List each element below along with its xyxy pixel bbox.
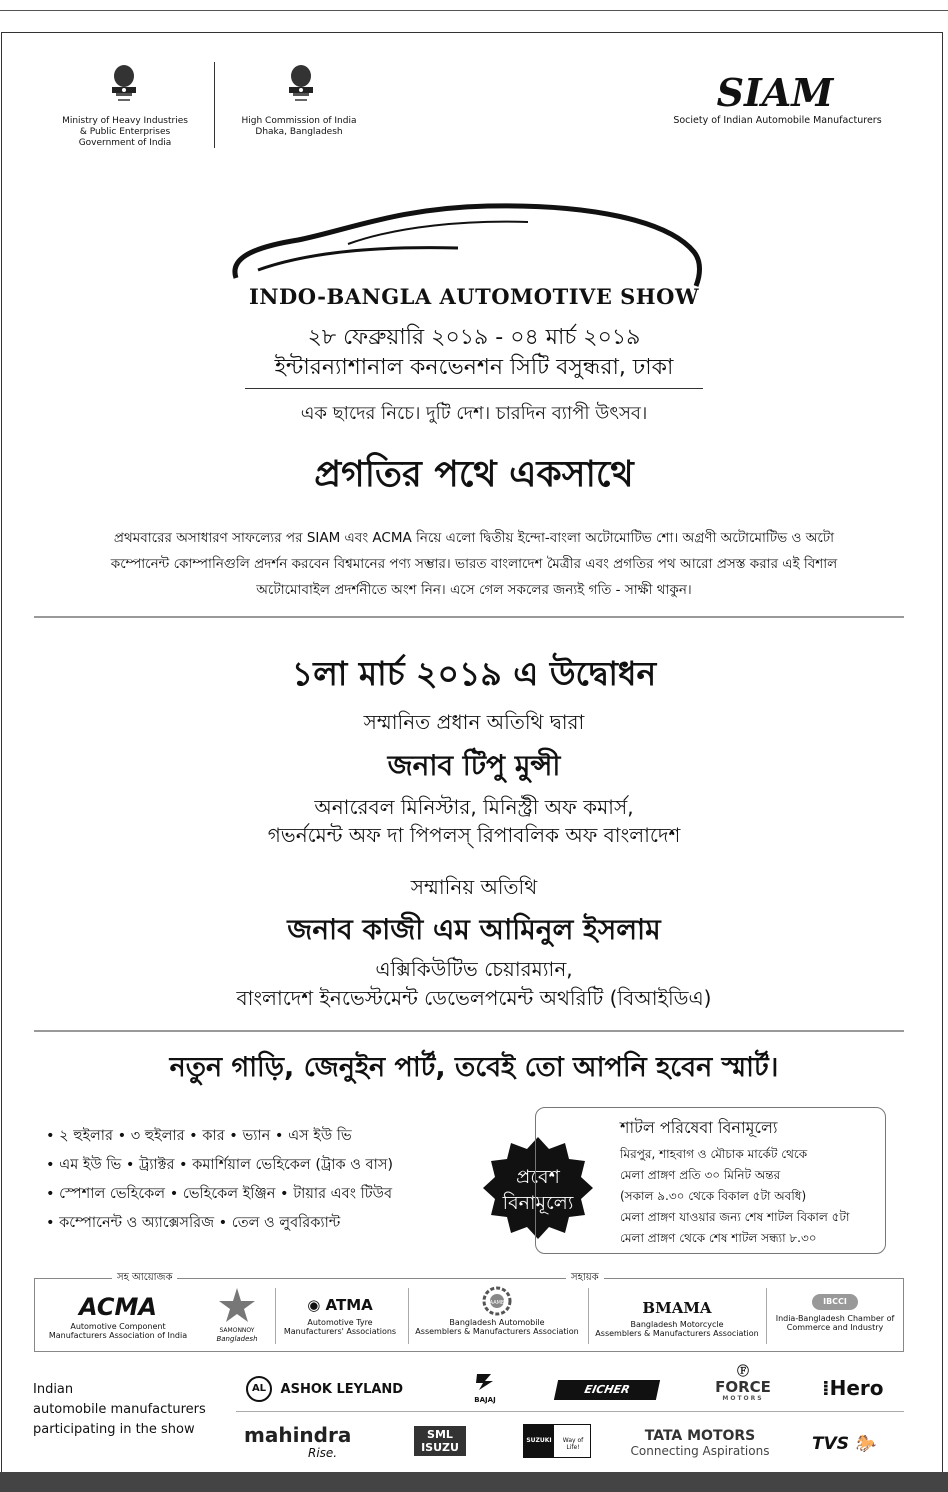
chief-guest-title: গভর্নমেন্ট অফ দা পিপলস্ রিপাবলিক অফ বাংলাদেশ <box>267 823 681 847</box>
sml-isuzu-logo: SML ISUZU <box>414 1426 466 1456</box>
partner-divider <box>588 1288 589 1344</box>
ashok-leyland-logo: AL ASHOK LEYLAND <box>246 1376 426 1402</box>
svg-text:BAAMBA: BAAMBA <box>486 1300 508 1306</box>
shuttle-heading: শাটল পরিষেবা বিনামূল্যে <box>620 1118 778 1137</box>
star-icon <box>217 1286 257 1324</box>
inauguration-heading: ১লা মার্চ ২০১৯ এ উদ্বোধন <box>291 654 657 693</box>
tagline: এক ছাদের নিচে। দুটি দেশ। চারদিন ব্যাপী উৎসব। <box>300 403 648 424</box>
co-organiser-label: সহ আয়োজক <box>112 1270 177 1287</box>
product-list <box>46 1122 486 1238</box>
suzuki-logo: SUZUKI Way of Life! <box>523 1424 591 1458</box>
force-logo: Ⓕ FORCE MOTORS <box>706 1362 780 1402</box>
event-venue: ইন্টারন্যাশানাল কনভেনশন সিটি বসুন্ধরা, ঢাকা <box>274 355 674 380</box>
special-guest-name: জনাব কাজী এম আমিনুল ইসলাম <box>287 913 661 946</box>
chief-guest-title: অনারেবল মিনিস্টার, মিনিস্ট্রী অফ কমার্স, <box>314 795 634 819</box>
special-guest-title: বাংলাদেশ ইনভেস্টমেন্ট ডেভেলপমেন্ট অথরিটি (বিআইডিএ) <box>236 986 712 1010</box>
mahindra-logo: mahindra Rise. <box>244 1423 352 1460</box>
eicher-logo: EICHER <box>556 1380 658 1400</box>
ibcci-logo: IBCCI India-Bangladesh Chamber of Commerce and Industry <box>772 1282 898 1348</box>
hero-icon: ⁞ <box>822 1376 830 1400</box>
acma-logo: ACMA Automotive Component Manufacturers Association of India <box>48 1293 188 1340</box>
partner-divider <box>766 1288 767 1344</box>
hero-logo: ⁞Hero <box>822 1376 884 1400</box>
partner-divider <box>275 1288 276 1344</box>
car-silhouette-icon <box>228 200 708 290</box>
special-guest-label: সম্মানিয় অতিথি <box>410 875 538 899</box>
horse-icon: 🐎 <box>854 1434 877 1454</box>
samonnoy-logo: SAMONNOY Bangladesh <box>204 1282 270 1348</box>
bajaj-icon <box>473 1370 497 1394</box>
intro-paragraph: প্রথমবারের অসাধারণ সাফল্যের পর SIAM এবং ACMA নিয়ে এলো দ্বিতীয় ইন্দো-বাংলা অটোমোটিভ শো। অগ্রণী অটোমোটিভ ও অটো কম্পোনেন্ট কোম্পানিগুলি প্রদর্শন করবেন বিশ্বমানের পণ্য সম্ভার। ভারত বাংলাদেশ মৈত্রীর এবং প্রগতির পথ আরো প্রসস্ত করার এই বিশাল অটোমোবাইল প্রদর্শনীতে অংশ নিন। এসে গেল সকলের জন্যই গতি - সাক্ষী থাকুন। <box>110 530 838 598</box>
tvs-logo: TVS 🐎 <box>812 1434 877 1454</box>
venue-underline <box>245 388 703 389</box>
ashoka-emblem-icon <box>284 62 318 106</box>
baamba-logo: BAAMBA Bangladesh Automobile Assemblers & Manufacturers Association <box>414 1282 580 1348</box>
top-rule <box>0 10 948 11</box>
chief-guest-label: সম্মানিত প্রধান অতিথি দ্বারা <box>363 710 585 734</box>
bottom-bar <box>0 1472 948 1492</box>
tata-motors-logo: TATA MOTORS Connecting Aspirations <box>630 1428 770 1458</box>
list-item: • ২ হুইলার • ৩ হুইলার • কার • ভ্যান • এস ইউ ভি <box>46 1128 352 1144</box>
list-item: • এম ইউ ভি • ট্র্যাক্টর • কমার্শিয়াল ভেহিকেল (ট্রাক ও বাস) <box>46 1157 394 1173</box>
ashoka-emblem-icon <box>107 62 141 106</box>
chief-guest-name: জনাব টিপু মুন্সী <box>387 749 561 782</box>
special-guest-title: এক্সিকিউটিভ চেয়ারম্যান, <box>375 957 573 981</box>
atma-logo: ◉ ATMA Automotive Tyre Manufacturers' Associations <box>283 1296 397 1336</box>
brand-divider <box>236 1411 904 1412</box>
high-commission-label: High Commission of India Dhaka, Bangladesh <box>241 116 357 137</box>
show-title: INDO-BANGLA AUTOMOTIVE SHOW <box>248 284 700 309</box>
partner-divider <box>408 1288 409 1344</box>
siam-logo: SIAM <box>716 70 834 115</box>
shuttle-details: মিরপুর, শাহবাগ ও মৌচাক মার্কেট থেকে মেলা প্রাঙ্গণ প্রতি ৩০ মিনিট অন্তর (সকাল ৯.৩০ থেকে বিকাল ৫টা অবধি) মেলা প্রাঙ্গণ যাওয়ার জন্য শেষ শাটল বিকাল ৫টা মেলা প্রাঙ্গণ থেকে শেষ শাটল সন্ধ্যা ৮.৩০ <box>620 1147 850 1245</box>
bmama-logo: BMAMA Bangladesh Motorcycle Assemblers & Manufacturers Association <box>595 1299 759 1338</box>
badge-text: প্রবেশ <box>516 1166 560 1188</box>
list-item: • স্পেশাল ভেহিকেল • ভেহিকেল ইঞ্জিন • টায়ার এবং টিউব <box>46 1186 393 1202</box>
divider <box>34 616 904 618</box>
list-item: • কম্পোনেন্ট ও অ্যাক্সেসরিজ • তেল ও লুবরিক্যান্ট <box>46 1215 341 1231</box>
siam-subtitle: Society of Indian Automobile Manufacturers <box>673 115 882 126</box>
force-icon: Ⓕ <box>736 1364 749 1378</box>
bajaj-logo: BAJAJ <box>462 1370 508 1404</box>
tyre-icon: ◉ <box>307 1296 321 1314</box>
divider <box>34 1030 904 1032</box>
slogan: নতুন গাড়ি, জেনুইন পার্ট, তবেই তো আপনি হবেন স্মার্ট। <box>169 1052 779 1083</box>
gear-icon <box>482 1286 512 1316</box>
event-date: ২৮ ফেব্রুয়ারি ২০১৯ - ০৪ মার্চ ২০১৯ <box>307 325 641 350</box>
ministry-label: Ministry of Heavy Industries & Public Enterprises Government of India <box>62 116 188 148</box>
ashok-leyland-icon: AL <box>246 1376 272 1402</box>
header-divider <box>214 62 215 148</box>
manufacturers-label: Indian automobile manufacturers participating in the show <box>33 1382 206 1437</box>
supporter-label: সহায়ক <box>566 1270 604 1287</box>
badge-text: বিনামূল্যে <box>502 1192 574 1214</box>
headline: প্রগতির পথে একসাথে <box>314 454 634 495</box>
